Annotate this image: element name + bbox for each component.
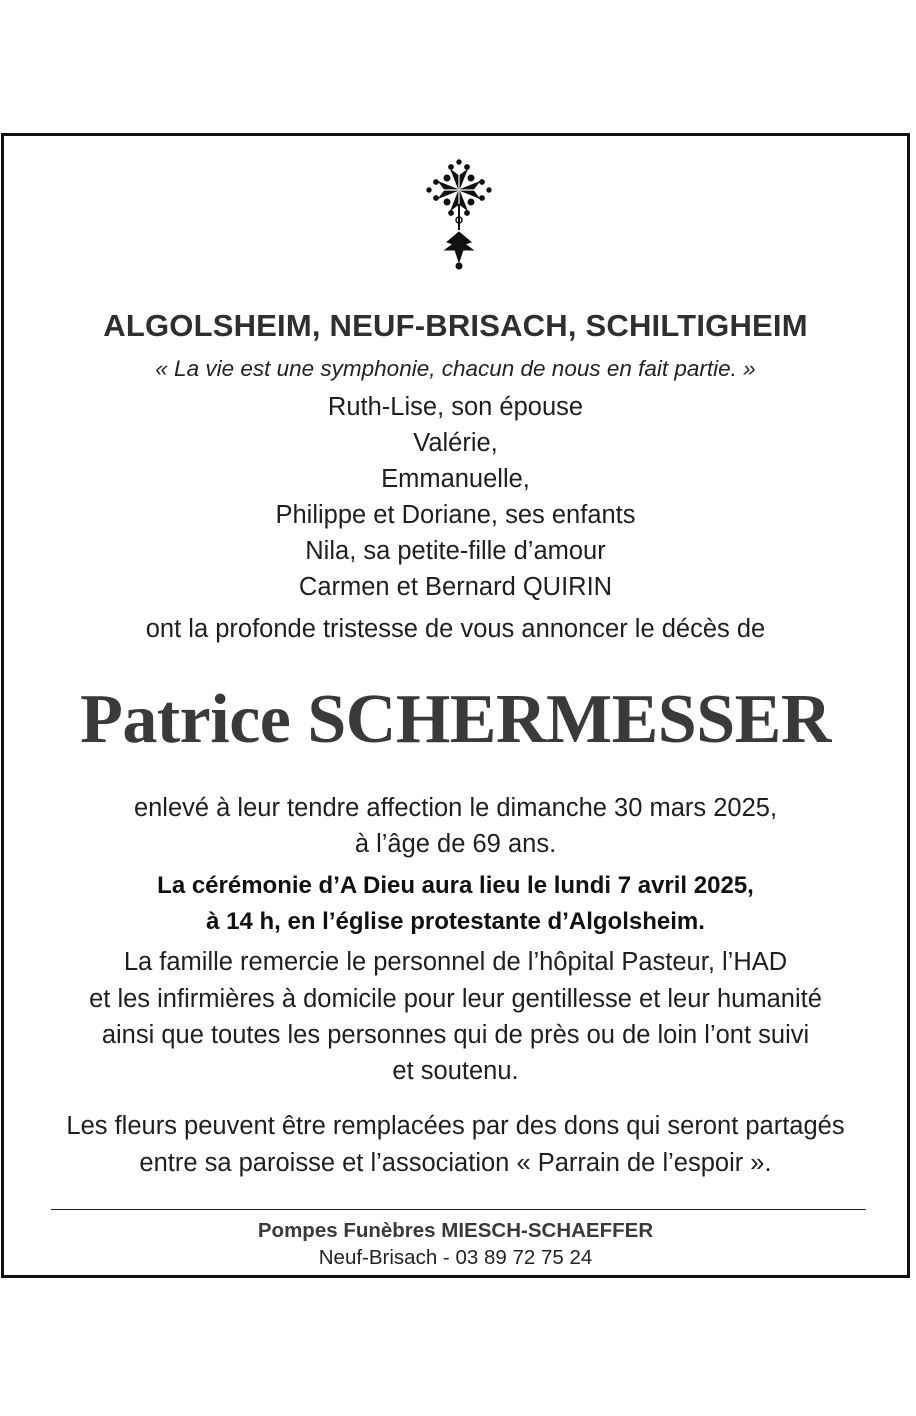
epigraph-quote: « La vie est une symphonie, chacun de nous en fait partie. »: [155, 356, 756, 381]
death-details-line: à l’âge de 69 ans.: [354, 830, 557, 858]
ceremony-line: La cérémonie d’A Dieu aura lieu le lundi 7 avril 2025,: [157, 872, 754, 899]
thanks-line: et les infirmières à domicile pour leur gentillesse et leur humanité: [89, 985, 822, 1013]
funeral-home-contact: Neuf-Brisach - 03 89 72 75 24: [318, 1246, 593, 1269]
family-member-line: Valérie,: [413, 429, 498, 457]
announcement-text: ont la profonde tristesse de vous annoncer le décès de: [145, 615, 766, 643]
ceremony-line: à 14 h, en l’église protestante d’Algolsheim.: [206, 908, 705, 935]
family-member-line: Emmanuelle,: [381, 465, 530, 493]
towns-heading: ALGOLSHEIM, NEUF-BRISACH, SCHILTIGHEIM: [103, 308, 808, 343]
family-member-line: Ruth-Lise, son épouse: [327, 393, 584, 421]
obituary-notice: [1, 133, 910, 1278]
death-details-line: enlevé à leur tendre affection le dimanche 30 mars 2025,: [133, 794, 778, 822]
divider-rule: [51, 1209, 866, 1210]
thanks-line: La famille remercie le personnel de l’hôpital Pasteur, l’HAD: [123, 948, 788, 976]
flowers-line: entre sa paroisse et l’association « Parrain de l’espoir ».: [139, 1149, 772, 1177]
deceased-name: Patrice SCHERMESSER: [80, 681, 831, 758]
huguenot-cross-icon: [417, 150, 501, 272]
family-member-line: Philippe et Doriane, ses enfants: [275, 501, 636, 529]
funeral-home-name: Pompes Funèbres MIESCH-SCHAEFFER: [257, 1219, 654, 1242]
flowers-line: Les fleurs peuvent être remplacées par des dons qui seront partagés: [66, 1112, 845, 1140]
thanks-line: ainsi que toutes les personnes qui de près ou de loin l’ont suivi: [101, 1021, 810, 1049]
family-member-line: Nila, sa petite-fille d’amour: [305, 537, 606, 565]
family-member-line: Carmen et Bernard QUIRIN: [298, 573, 613, 601]
thanks-line: et soutenu.: [392, 1057, 519, 1085]
